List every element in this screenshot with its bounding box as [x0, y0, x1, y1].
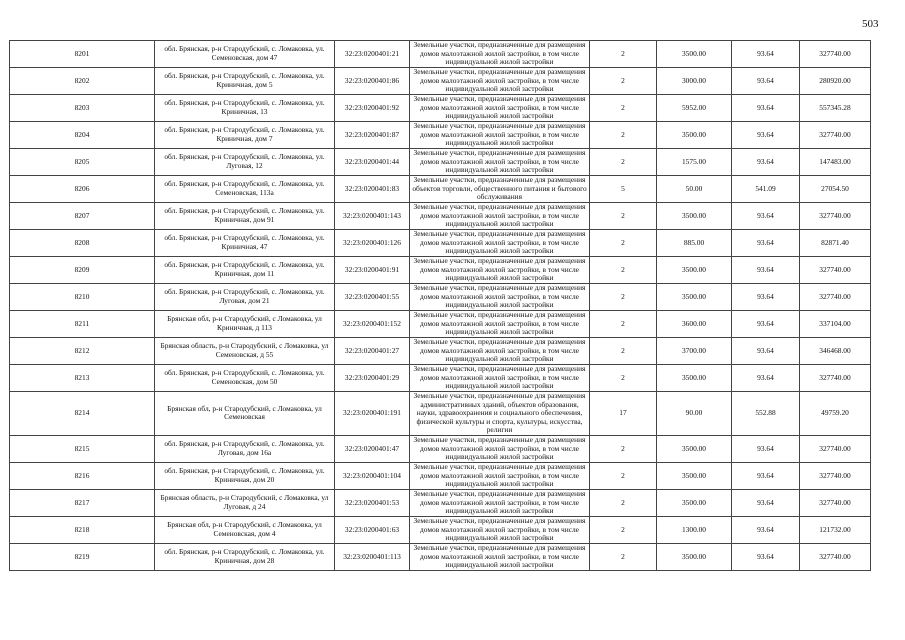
area-cell: 3000.00 [657, 68, 732, 95]
row-number-cell: 8209 [10, 257, 155, 284]
table-row [10, 176, 871, 203]
use-group-cell: 2 [590, 203, 657, 230]
land-use-cell: Земельные участки, предназначенные для размещения домов малоэтажной жилой застройки, в том числе индивидуальной жилой застройки [410, 543, 590, 570]
use-group-cell: 2 [590, 435, 657, 462]
cadastral-number-cell: 32:23:0200401:104 [335, 462, 410, 489]
cadastral-value-cell: 327740.00 [800, 462, 871, 489]
cadastral-value-cell: 327740.00 [800, 203, 871, 230]
area-cell: 3700.00 [657, 338, 732, 365]
use-group-cell: 5 [590, 176, 657, 203]
row-number-cell: 8206 [10, 176, 155, 203]
land-use-cell: Земельные участки, предназначенные для размещения домов малоэтажной жилой застройки, в том числе индивидуальной жилой застройки [410, 149, 590, 176]
cadastral-value-table [9, 40, 871, 571]
cadastral-value-cell: 280920.00 [800, 68, 871, 95]
table-body [10, 41, 871, 571]
row-number-cell: 8213 [10, 365, 155, 392]
specific-value-cell: 93.64 [732, 435, 800, 462]
land-use-cell: Земельные участки, предназначенные для размещения домов малоэтажной жилой застройки, в том числе индивидуальной жилой застройки [410, 95, 590, 122]
address-cell: Брянская обл, р-н Стародубский, с Ломаковка, ул Семеновская [155, 392, 335, 436]
land-use-cell: Земельные участки, предназначенные для размещения домов малоэтажной жилой застройки, в том числе индивидуальной жилой застройки [410, 68, 590, 95]
specific-value-cell: 93.64 [732, 516, 800, 543]
table-row [10, 365, 871, 392]
address-cell: Брянская область, р-н Стародубский, с Ломаковка, ул Семеновская, д 55 [155, 338, 335, 365]
use-group-cell: 2 [590, 122, 657, 149]
row-number-cell: 8208 [10, 230, 155, 257]
cadastral-value-cell: 327740.00 [800, 284, 871, 311]
use-group-cell: 2 [590, 365, 657, 392]
area-cell: 3500.00 [657, 203, 732, 230]
specific-value-cell: 552.88 [732, 392, 800, 436]
cadastral-value-cell: 327740.00 [800, 543, 871, 570]
cadastral-number-cell: 32:23:0200401:53 [335, 489, 410, 516]
row-number-cell: 8202 [10, 68, 155, 95]
cadastral-value-cell: 327740.00 [800, 365, 871, 392]
use-group-cell: 2 [590, 489, 657, 516]
row-number-cell: 8207 [10, 203, 155, 230]
land-use-cell: Земельные участки, предназначенные для размещения домов малоэтажной жилой застройки, в том числе индивидуальной жилой застройки [410, 122, 590, 149]
row-number-cell: 8214 [10, 392, 155, 436]
address-cell: обл. Брянская, р-н Стародубский, с. Ломаковка, ул. Луговая, дом 21 [155, 284, 335, 311]
cadastral-value-cell: 327740.00 [800, 489, 871, 516]
area-cell: 3500.00 [657, 257, 732, 284]
address-cell: обл. Брянская, р-н Стародубский, с. Ломаковка, ул. Криничная, дом 7 [155, 122, 335, 149]
land-use-cell: Земельные участки, предназначенные для размещения домов малоэтажной жилой застройки, в том числе индивидуальной жилой застройки [410, 365, 590, 392]
use-group-cell: 2 [590, 41, 657, 68]
cadastral-number-cell: 32:23:0200401:63 [335, 516, 410, 543]
cadastral-value-cell: 327740.00 [800, 122, 871, 149]
use-group-cell: 2 [590, 68, 657, 95]
use-group-cell: 2 [590, 543, 657, 570]
area-cell: 1300.00 [657, 516, 732, 543]
table-row [10, 230, 871, 257]
land-use-cell: Земельные участки, предназначенные для размещения домов малоэтажной жилой застройки, в том числе индивидуальной жилой застройки [410, 489, 590, 516]
row-number-cell: 8217 [10, 489, 155, 516]
specific-value-cell: 93.64 [732, 149, 800, 176]
land-use-cell: Земельные участки, предназначенные для размещения домов малоэтажной жилой застройки, в том числе индивидуальной жилой застройки [410, 41, 590, 68]
row-number-cell: 8219 [10, 543, 155, 570]
cadastral-value-cell: 327740.00 [800, 435, 871, 462]
cadastral-value-cell: 327740.00 [800, 257, 871, 284]
cadastral-value-cell: 147483.00 [800, 149, 871, 176]
table-row [10, 41, 871, 68]
address-cell: Брянская обл, р-н Стародубский, с Ломаковка, ул Семеновская, дом 4 [155, 516, 335, 543]
specific-value-cell: 93.64 [732, 284, 800, 311]
address-cell: обл. Брянская, р-н Стародубский, с. Ломаковка, ул. Луговая, 12 [155, 149, 335, 176]
address-cell: обл. Брянская, р-н Стародубский, с. Ломаковка, ул. Семеновская, 113а [155, 176, 335, 203]
address-cell: обл. Брянская, р-н Стародубский, с. Ломаковка, ул. Семеновская, дом 50 [155, 365, 335, 392]
cadastral-value-cell: 327740.00 [800, 41, 871, 68]
row-number-cell: 8216 [10, 462, 155, 489]
row-number-cell: 8210 [10, 284, 155, 311]
table-row [10, 284, 871, 311]
table-row [10, 95, 871, 122]
table-row [10, 435, 871, 462]
table-row [10, 122, 871, 149]
row-number-cell: 8212 [10, 338, 155, 365]
specific-value-cell: 93.64 [732, 230, 800, 257]
address-cell: обл. Брянская, р-н Стародубский, с. Ломаковка, ул. Криничная, дом 20 [155, 462, 335, 489]
specific-value-cell: 93.64 [732, 257, 800, 284]
cadastral-value-cell: 337104.00 [800, 311, 871, 338]
cadastral-number-cell: 32:23:0200401:47 [335, 435, 410, 462]
table-row [10, 392, 871, 436]
address-cell: Брянская область, р-н Стародубский, с Ломаковка, ул Луговая, д 24 [155, 489, 335, 516]
specific-value-cell: 541.09 [732, 176, 800, 203]
cadastral-number-cell: 32:23:0200401:87 [335, 122, 410, 149]
specific-value-cell: 93.64 [732, 365, 800, 392]
address-cell: обл. Брянская, р-н Стародубский, с. Ломаковка, ул. Криничная, 47 [155, 230, 335, 257]
cadastral-number-cell: 32:23:0200401:126 [335, 230, 410, 257]
row-number-cell: 8201 [10, 41, 155, 68]
area-cell: 3500.00 [657, 41, 732, 68]
area-cell: 5952.00 [657, 95, 732, 122]
cadastral-number-cell: 32:23:0200401:91 [335, 257, 410, 284]
row-number-cell: 8204 [10, 122, 155, 149]
area-cell: 3500.00 [657, 462, 732, 489]
area-cell: 3500.00 [657, 489, 732, 516]
area-cell: 3500.00 [657, 284, 732, 311]
table-row [10, 489, 871, 516]
specific-value-cell: 93.64 [732, 68, 800, 95]
address-cell: обл. Брянская, р-н Стародубский, с. Ломаковка, ул. Криничная, дом 91 [155, 203, 335, 230]
row-number-cell: 8215 [10, 435, 155, 462]
cadastral-value-cell: 557345.28 [800, 95, 871, 122]
cadastral-value-cell: 82871.40 [800, 230, 871, 257]
cadastral-number-cell: 32:23:0200401:83 [335, 176, 410, 203]
use-group-cell: 2 [590, 311, 657, 338]
specific-value-cell: 93.64 [732, 122, 800, 149]
row-number-cell: 8218 [10, 516, 155, 543]
area-cell: 50.00 [657, 176, 732, 203]
specific-value-cell: 93.64 [732, 311, 800, 338]
cadastral-value-cell: 27054.50 [800, 176, 871, 203]
area-cell: 3500.00 [657, 543, 732, 570]
land-use-cell: Земельные участки, предназначенные для размещения домов малоэтажной жилой застройки, в том числе индивидуальной жилой застройки [410, 338, 590, 365]
area-cell: 3500.00 [657, 365, 732, 392]
use-group-cell: 2 [590, 230, 657, 257]
land-use-cell: Земельные участки, предназначенные для размещения домов малоэтажной жилой застройки, в том числе индивидуальной жилой застройки [410, 257, 590, 284]
table-row [10, 338, 871, 365]
address-cell: обл. Брянская, р-н Стародубский, с. Ломаковка, ул. Криничная, 13 [155, 95, 335, 122]
row-number-cell: 8211 [10, 311, 155, 338]
land-use-cell: Земельные участки, предназначенные для размещения домов малоэтажной жилой застройки, в том числе индивидуальной жилой застройки [410, 203, 590, 230]
cadastral-number-cell: 32:23:0200401:86 [335, 68, 410, 95]
table-row [10, 203, 871, 230]
specific-value-cell: 93.64 [732, 543, 800, 570]
land-use-cell: Земельные участки, предназначенные для размещения объектов торговли, общественного питания и бытового обслуживания [410, 176, 590, 203]
address-cell: обл. Брянская, р-н Стародубский, с. Ломаковка, ул. Криничная, дом 28 [155, 543, 335, 570]
cadastral-number-cell: 32:23:0200401:44 [335, 149, 410, 176]
land-use-cell: Земельные участки, предназначенные для размещения домов малоэтажной жилой застройки, в том числе индивидуальной жилой застройки [410, 230, 590, 257]
row-number-cell: 8205 [10, 149, 155, 176]
cadastral-number-cell: 32:23:0200401:113 [335, 543, 410, 570]
address-cell: обл. Брянская, р-н Стародубский, с. Ломаковка, ул. Криничная, дом 11 [155, 257, 335, 284]
cadastral-number-cell: 32:23:0200401:27 [335, 338, 410, 365]
specific-value-cell: 93.64 [732, 489, 800, 516]
table-row [10, 543, 871, 570]
cadastral-number-cell: 32:23:0200401:29 [335, 365, 410, 392]
specific-value-cell: 93.64 [732, 462, 800, 489]
area-cell: 885.00 [657, 230, 732, 257]
cadastral-value-cell: 49759.20 [800, 392, 871, 436]
address-cell: обл. Брянская, р-н Стародубский, с. Ломаковка, ул. Семеновская, дом 47 [155, 41, 335, 68]
use-group-cell: 2 [590, 284, 657, 311]
area-cell: 3500.00 [657, 435, 732, 462]
address-cell: обл. Брянская, р-н Стародубский, с. Ломаковка, ул. Луговая, дом 16а [155, 435, 335, 462]
area-cell: 3600.00 [657, 311, 732, 338]
specific-value-cell: 93.64 [732, 95, 800, 122]
table-row [10, 257, 871, 284]
table-row [10, 149, 871, 176]
use-group-cell: 2 [590, 462, 657, 489]
land-use-cell: Земельные участки, предназначенные для размещения домов малоэтажной жилой застройки, в том числе индивидуальной жилой застройки [410, 435, 590, 462]
land-use-cell: Земельные участки, предназначенные для размещения домов малоэтажной жилой застройки, в том числе индивидуальной жилой застройки [410, 516, 590, 543]
use-group-cell: 2 [590, 257, 657, 284]
land-use-cell: Земельные участки, предназначенные для размещения домов малоэтажной жилой застройки, в том числе индивидуальной жилой застройки [410, 284, 590, 311]
row-number-cell: 8203 [10, 95, 155, 122]
area-cell: 1575.00 [657, 149, 732, 176]
table-row [10, 311, 871, 338]
address-cell: Брянская обл, р-н Стародубский, с Ломаковка, ул Криничная, д 113 [155, 311, 335, 338]
cadastral-number-cell: 32:23:0200401:92 [335, 95, 410, 122]
specific-value-cell: 93.64 [732, 338, 800, 365]
use-group-cell: 2 [590, 149, 657, 176]
area-cell: 3500.00 [657, 122, 732, 149]
land-use-cell: Земельные участки, предназначенные для размещения домов малоэтажной жилой застройки, в том числе индивидуальной жилой застройки [410, 462, 590, 489]
cadastral-number-cell: 32:23:0200401:21 [335, 41, 410, 68]
cadastral-value-cell: 346468.00 [800, 338, 871, 365]
cadastral-number-cell: 32:23:0200401:55 [335, 284, 410, 311]
land-use-cell: Земельные участки, предназначенные для размещения домов малоэтажной жилой застройки, в том числе индивидуальной жилой застройки [410, 311, 590, 338]
address-cell: обл. Брянская, р-н Стародубский, с. Ломаковка, ул. Криничная, дом 5 [155, 68, 335, 95]
area-cell: 90.00 [657, 392, 732, 436]
cadastral-number-cell: 32:23:0200401:143 [335, 203, 410, 230]
page-number: 503 [862, 18, 879, 30]
table-row [10, 516, 871, 543]
use-group-cell: 2 [590, 516, 657, 543]
specific-value-cell: 93.64 [732, 41, 800, 68]
use-group-cell: 2 [590, 338, 657, 365]
cadastral-number-cell: 32:23:0200401:152 [335, 311, 410, 338]
cadastral-value-cell: 121732.00 [800, 516, 871, 543]
land-use-cell: Земельные участки, предназначенные для размещения административных зданий, объектов образования, науки, здравоохранения и социального обеспечения, физической культуры и спорта, культуры, искусства, религии [410, 392, 590, 436]
table-row [10, 462, 871, 489]
specific-value-cell: 93.64 [732, 203, 800, 230]
use-group-cell: 2 [590, 95, 657, 122]
table-row [10, 68, 871, 95]
cadastral-number-cell: 32:23:0200401:191 [335, 392, 410, 436]
use-group-cell: 17 [590, 392, 657, 436]
